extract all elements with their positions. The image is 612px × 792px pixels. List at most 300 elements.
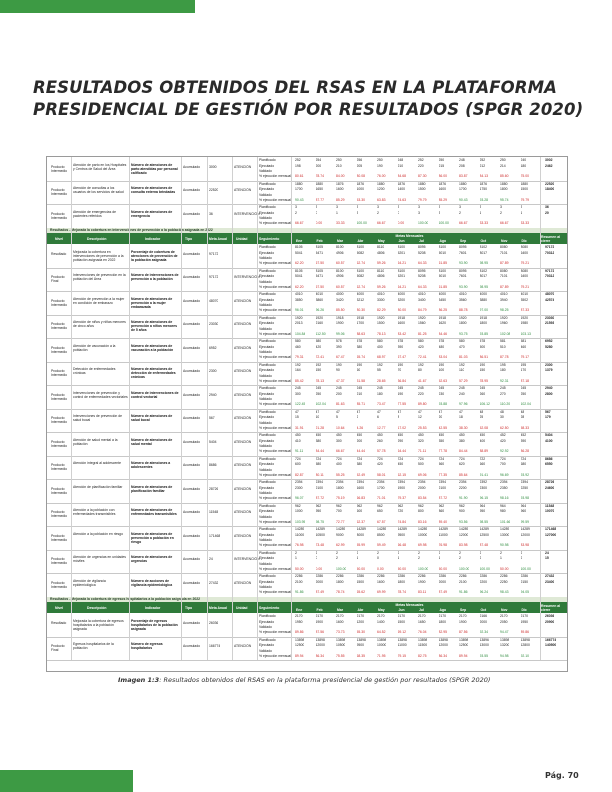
month-header: Mar [337,238,344,243]
month-value: 2 [418,556,420,561]
month-value: 2 [459,210,461,215]
row-divider [47,503,568,504]
month-header: Oct [480,238,487,243]
month-value: 450 [397,462,404,467]
tracking-label: Ejecutado [259,250,275,255]
row-level: Producto Intermedio [51,164,68,173]
month-value: 0 [315,210,318,215]
month-value: 3400 [418,297,426,302]
month-value: 620 [459,462,465,467]
row-indicator: Número de acciones de vigilancia epidemiológica [131,578,173,587]
column-header-row [47,602,568,613]
month-value: 20 [438,415,443,420]
month-value: 215 [438,163,445,168]
month-value: 2 [315,550,318,555]
month-value: 6400 [520,274,529,279]
month-value: 86.34 [315,653,324,658]
month-value: 98.95 [479,284,488,289]
month-value: 11000 [438,532,448,537]
month-value: 192 [377,362,383,367]
month-header: Ene [296,238,303,243]
summary-value: 5280 [545,344,553,349]
month-value: 700 [336,509,342,514]
month-value: 724 [418,456,424,461]
month-value: 1800 [397,579,406,584]
month-value: 47 [459,409,463,414]
row-level: Producto Intermedio [51,369,68,378]
month-value: 250 [377,158,383,163]
month-value: 12500 [295,643,305,648]
row-indicator: Número de intervenciones de prevención a la población [131,273,179,282]
row-unit: ATENCIÓN [234,463,252,468]
month-value: 13896 [479,637,489,642]
month-value: 41.67 [418,378,427,383]
month-value: 87.33 [520,308,529,313]
row-level: Producto Intermedio [51,510,68,519]
page-number: Pág. 70 [545,771,579,780]
tracking-label: Ejecutado [259,163,275,168]
month-value: 81.25 [418,331,427,336]
row-type: Acumulado [183,298,200,303]
summary-value: 171468 [545,527,557,532]
month-value: 150 [479,368,486,373]
month-value: 96.07 [295,496,304,501]
month-value: 240 [459,391,465,396]
month-value: 52.08 [479,425,488,430]
row-indicator: Número de atenciones de enfermedades transmisibles [131,508,177,517]
month-value: 410 [295,438,301,443]
row-annual-target: 171468 [209,533,221,538]
tracking-label: Ejecutado [259,438,275,443]
row-indicator: Número de atenciones de consulta externa brindadas [131,186,176,195]
month-value: 1950 [295,619,303,624]
month-value: 11500 [418,643,428,648]
month-value: 245 [397,386,404,391]
month-value: 1600 [397,321,406,326]
month-value: 1918 [336,315,344,320]
month-value: 8017 [479,250,488,255]
month-value: 8100 [397,268,406,273]
month-value: 1800 [438,619,447,624]
tracking-label: Ejecutado [259,368,275,373]
row-indicator: Número de atenciones de prevención a niños menores de 5 años [131,320,177,333]
month-header: Dic [521,238,527,243]
month-value: 2286 [479,574,488,579]
month-value: 8080 [500,245,508,250]
months-header: Metas Mensuales [395,233,424,238]
row-divider [47,660,568,661]
month-value: 74.63 [397,197,406,202]
month-header: Nov [501,238,508,243]
month-value: 2394 [397,480,406,485]
summary-value: 2940 [545,386,553,391]
month-value: 13898 [397,637,407,642]
month-value: 12800 [520,643,530,648]
summary-value: 2462 [545,163,553,168]
month-value: 210 [336,163,342,168]
month-value: 2170 [295,614,303,619]
month-value: 450 [418,433,424,438]
month-value: 190 [479,362,486,367]
month-value: 85.71 [356,402,365,407]
row-description: Detección de enfermedades crónicas [73,367,116,376]
tracking-label: Validado [259,303,272,307]
month-value: 580 [315,339,322,344]
summary-value: 20 [545,210,549,215]
row-divider [47,204,568,205]
row-type: Acumulado [183,392,200,397]
row-divider [47,432,568,433]
month-value: 12000 [438,643,448,648]
month-value: 1900 [397,485,406,490]
row-annual-target: 567 [209,416,215,421]
month-value: 89.94 [295,653,304,658]
month-value: 84.44 [315,449,324,454]
month-value: 2200 [459,485,467,490]
row-type: Acumulado [183,345,200,350]
month-value: 254 [315,158,322,163]
caption-label: Imagen 1:3 [118,676,160,684]
row-unit: ATENCIÓN [234,188,252,193]
month-value: 87.77 [315,197,324,202]
column-divider [207,157,208,660]
month-value: 2394 [377,480,385,485]
month-value: 83.87 [459,174,468,179]
month-value: 245 [418,386,424,391]
tracking-label: Ejecutado [259,462,275,467]
month-value: 2286 [459,574,467,579]
month-value: 3 [520,205,523,210]
month-value: 500 [418,462,424,467]
month-value: 962 [377,503,383,508]
month-value: 190 [438,362,445,367]
month-value: 600 [356,509,363,514]
month-value: 724 [438,456,445,461]
tracking-label: Planificado [259,362,276,367]
month-header: Sep [460,238,467,243]
tracking-label: % ejecución mensual [259,543,292,548]
month-value: 88.78 [459,308,468,313]
month-value: 1000 [356,187,365,192]
summary-value: 36 [545,205,549,210]
month-value: 48 [500,409,504,414]
month-value: 2 [397,550,400,555]
row-type: Acumulado [183,275,200,280]
month-value: 82.29 [377,308,386,313]
month-value: 93.98 [520,496,529,501]
month-value: 87.18 [520,378,529,383]
month-value: 96.69 [500,472,509,477]
tracking-label: Planificado [259,386,276,391]
month-value: 96.24 [479,590,488,595]
month-value: 78.74 [315,174,324,179]
month-value: 55.25 [336,472,345,477]
column-header-row [47,233,568,244]
row-level: Producto Intermedio [51,486,68,495]
row-indicator: Número de atenciones de parto atendidas por personal calificado [131,162,178,175]
row-indicator: Número de atenciones de urgencias [131,555,173,564]
month-value: 74.84 [397,519,406,524]
month-value: 91.11 [295,449,304,454]
month-value: 1750 [479,187,488,192]
month-value: 3450 [438,297,447,302]
month-header: Jun [398,607,405,612]
month-value: 1700 [377,485,385,490]
row-divider [47,291,568,292]
month-value: 2 [295,550,297,555]
row-unit: ATENCIÓN [234,322,252,327]
summary-value: 140500 [545,643,557,648]
month-value: 92.31 [500,378,509,383]
tracking-label: % ejecución mensual [259,630,292,635]
tracking-label: Ejecutado [259,187,275,192]
month-value: 724 [459,456,465,461]
summary-value: 23400 [545,579,555,584]
month-value: 580 [459,339,465,344]
month-value: 3420 [336,297,344,302]
month-value: 47 [397,409,402,414]
month-value: 2100 [459,579,467,584]
month-value: 2394 [295,480,303,485]
month-value: 2286 [356,574,365,579]
month-value: 724 [315,456,322,461]
month-value: 190 [356,362,363,367]
tracking-label: Validado [259,350,272,354]
month-value: 1918 [397,315,406,320]
month-value: 3502 [520,297,529,302]
row-annual-target: 166774 [209,644,221,649]
months-header: Metas Mensuales [395,602,424,607]
month-value: 69.99 [377,590,386,595]
month-value: 83.42 [397,331,406,336]
tracking-label: % ejecución mensual [259,449,292,454]
month-value: 87.56 [459,630,468,635]
month-value: 3 [397,205,400,210]
month-value: 962 [356,503,363,508]
month-value: 89.40 [438,519,447,524]
month-value: 420 [500,438,506,443]
month-value: 480 [438,344,445,349]
row-level: Producto Intermedio [51,188,68,197]
month-value: 1600 [377,579,385,584]
month-value: 0.00 [397,221,405,226]
tracking-label: Planificado [259,339,276,344]
month-value: 724 [295,456,301,461]
row-description: Atención de vigilancia epidemiológica [73,578,106,587]
month-value: 11000 [295,532,305,537]
month-value: 62.20 [295,284,304,289]
row-divider [47,456,568,457]
month-value: 84.13 [479,174,488,179]
month-value: 1950 [520,619,529,624]
month-value: 290 [397,438,404,443]
month-value: 81.63 [336,402,345,407]
month-value: 62.74 [356,284,365,289]
month-value: 8095 [459,245,467,250]
month-value: 1700 [356,321,365,326]
row-type: Acumulado [183,620,200,625]
summary-value: 1379 [545,368,553,373]
month-value: 80.30 [356,308,365,313]
month-value: 8105 [295,268,303,273]
row-type: Acumulado [183,369,200,374]
row-level: Producto Final [51,644,65,653]
month-value: 150 [315,368,322,373]
tracking-label: Validado [259,514,272,519]
row-indicator: Número de atenciones de salud bucal [131,414,173,423]
month-value: 64.21 [397,261,406,266]
month-value: 3 [500,205,502,210]
month-value: 55 [377,368,381,373]
summary-header: Resumen al cierre [541,604,561,612]
month-value: 66.67 [500,221,509,226]
month-value: 100.00 [520,566,531,571]
month-value: 220 [418,391,424,396]
row-divider [47,573,568,574]
month-value: 500 [479,344,486,349]
month-value: 59.49 [377,543,386,548]
month-value: 79.17 [520,355,529,360]
month-value: 3 [459,205,461,210]
month-value: 93.92 [520,472,529,477]
row-indicator: Número de atenciones de vacunación a la población [131,343,174,352]
row-indicator: Número de atenciones de emergencia [131,209,173,218]
tracking-label: Planificado [259,315,276,320]
month-value: 2250 [500,579,508,584]
month-value: 48 [479,409,484,414]
summary-value: 42574 [545,297,555,302]
month-value: 5208 [418,274,426,279]
month-value: 103.95 [295,519,306,524]
month-value: 2170 [459,614,467,619]
month-value: 2100 [295,579,303,584]
month-value: 3 [418,210,420,215]
month-value: 87.72 [438,496,447,501]
month-value: 86.34 [438,653,447,658]
month-value: 1920 [459,315,467,320]
month-value: 1000 [295,509,303,514]
month-value: 190 [397,362,404,367]
month-value: 14289 [315,527,325,532]
month-value: 2394 [336,480,344,485]
month-value: 2 [438,550,441,555]
month-value: 77.78 [438,449,447,454]
month-value: 8080 [520,245,529,250]
row-annual-target: 36 [209,211,213,216]
month-value: 93.90 [459,284,468,289]
month-value: 245 [520,386,527,391]
tracking-label: % ejecución mensual [259,355,292,360]
month-value: 90.43 [295,197,304,202]
month-value: 78.74 [336,590,345,595]
month-value: 1900 [459,619,467,624]
month-value: 2170 [315,614,324,619]
month-value: 82.87 [295,472,304,477]
month-value: 190 [397,391,404,396]
row-level: Producto Intermedio [51,439,68,448]
row-description: Intervenciones de prevención en la población del Área [73,273,126,282]
month-value: 69.12 [397,630,406,635]
month-value: 260 [479,391,486,396]
month-value: 962 [397,503,404,508]
month-value: 964 [500,503,506,508]
row-unit: INTERVENCIÓN [234,557,260,562]
month-value: 80.00 [397,308,406,313]
row-description: Egresos hospitalarios de la población [73,642,114,651]
month-header: Ago [439,238,447,243]
row-description: Mejorada la cobertura en intervenciones de prevención a la población asignada en 2022 [73,249,124,262]
row-annual-target: 23030 [209,322,219,327]
month-value: 3 [438,205,441,210]
month-value: 380 [459,438,465,443]
month-value: 12500 [459,643,469,648]
month-value: 2286 [418,574,426,579]
month-value: 3300 [377,297,385,302]
month-value: 87.89 [500,284,509,289]
month-value: 10 [315,415,320,420]
tracking-label: Ejecutado [259,485,275,490]
column-divider [129,157,130,660]
tracking-label: Validado [259,279,272,284]
month-value: 1918 [479,315,488,320]
tracking-label: Validado [259,625,272,629]
month-value: 98.25 [500,308,509,313]
month-value: 2170 [397,614,406,619]
row-description: Atención de salud mental a la población [73,437,118,446]
month-value: 86.00 [438,174,447,179]
month-value: 8095 [418,245,426,250]
month-value: 17.02 [397,425,406,430]
row-unit: ATENCIÓN [234,164,252,169]
month-value: 248 [397,158,404,163]
month-value: 2 [356,550,359,555]
month-value: 96.15 [479,496,488,501]
month-value: 581 [500,339,506,344]
month-value: 380 [356,344,363,349]
month-value: 12000 [315,643,325,648]
tracking-label: Planificado [259,158,276,163]
summary-value: 166774 [545,637,557,642]
month-value: 2 [377,550,379,555]
month-header: Jun [398,238,405,243]
month-value: 3 [438,210,441,215]
month-value: 2286 [377,574,385,579]
month-value: 75.19 [336,496,345,501]
month-value: 962 [315,503,322,508]
month-value: 33.33 [520,221,529,226]
month-value: 1600 [336,619,344,624]
column-header: Meta Anual [209,606,227,610]
month-value: 90 [336,368,340,373]
row-unit: ATENCIÓN [234,486,252,491]
month-value: 60.57 [336,284,345,289]
month-value: 2 [479,556,482,561]
month-value: 72.41 [315,355,324,360]
tracking-label: Ejecutado [259,415,275,420]
month-value: 12 [418,415,422,420]
month-value: 75.00 [520,174,529,179]
month-value: 2 [356,415,359,420]
month-value: 2013 [295,321,303,326]
month-value: 722 [479,456,486,461]
row-divider [47,268,568,269]
month-value: 8105 [295,245,303,250]
summary-value: 26036 [545,614,555,619]
month-value: 3 [356,210,359,215]
month-value: 83.98 [520,543,529,548]
month-value: 1880 [315,181,324,186]
month-value: 78.13 [377,331,386,336]
